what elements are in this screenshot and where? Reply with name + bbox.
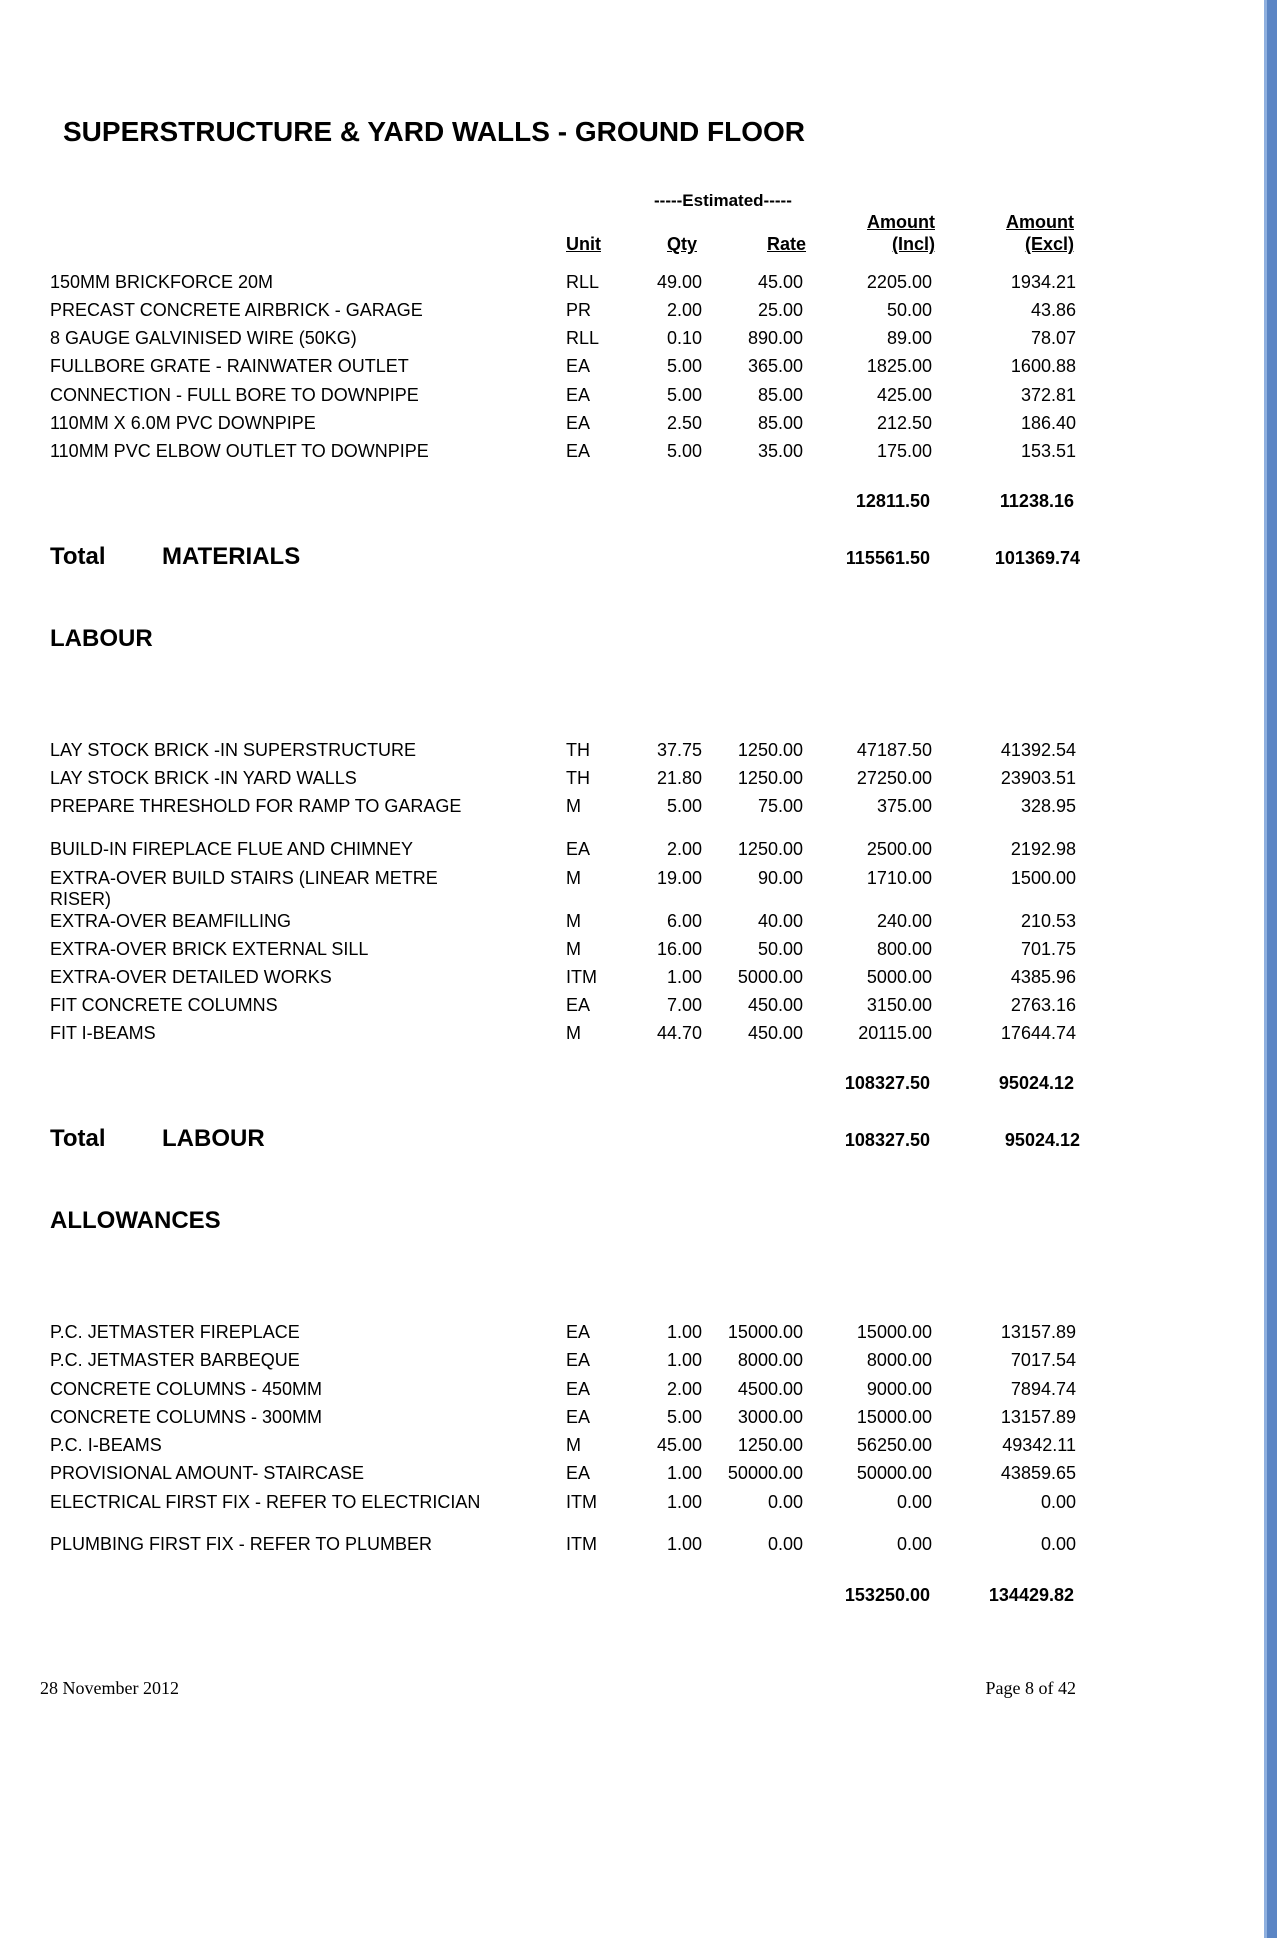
row-amount-incl: 5000.00	[866, 967, 932, 987]
row-amount-excl: 372.81	[1020, 385, 1076, 405]
row-qty: 2.00	[666, 300, 702, 320]
materials-total-label: Total	[50, 543, 106, 570]
labour-subtotal-excl: 95024.12	[998, 1073, 1074, 1093]
row-unit: EA	[566, 385, 591, 405]
row-rate: 890.00	[747, 328, 803, 348]
row-amount-excl: 23903.51	[1000, 768, 1076, 788]
row-rate: 4500.00	[737, 1379, 803, 1399]
row-description: EXTRA-OVER BRICK EXTERNAL SILL	[50, 939, 369, 959]
table-row	[0, 356, 1100, 380]
row-rate: 40.00	[757, 911, 803, 931]
row-rate: 25.00	[757, 300, 803, 320]
row-qty: 44.70	[656, 1023, 702, 1043]
row-rate: 0.00	[767, 1492, 803, 1512]
row-qty: 0.10	[666, 328, 702, 348]
labour-total-name: LABOUR	[162, 1125, 265, 1152]
row-rate: 0.00	[767, 1534, 803, 1554]
row-amount-excl: 13157.89	[1000, 1407, 1076, 1427]
row-qty: 5.00	[666, 356, 702, 376]
row-qty: 5.00	[666, 1407, 702, 1427]
row-amount-incl: 1825.00	[866, 356, 932, 376]
row-amount-incl: 375.00	[876, 796, 932, 816]
row-amount-incl: 800.00	[876, 939, 932, 959]
row-qty: 45.00	[656, 1435, 702, 1455]
row-unit: EA	[566, 839, 591, 859]
row-amount-excl: 49342.11	[1002, 1435, 1076, 1455]
col-header-amount-excl: Amount	[1006, 212, 1074, 232]
row-amount-incl: 15000.00	[856, 1407, 932, 1427]
row-rate: 1250.00	[737, 768, 803, 788]
row-description: EXTRA-OVER BEAMFILLING	[50, 911, 292, 931]
page-title: SUPERSTRUCTURE & YARD WALLS - GROUND FLOOR	[63, 116, 806, 147]
table-row	[0, 1534, 1100, 1558]
row-amount-incl: 9000.00	[866, 1379, 932, 1399]
row-amount-excl: 1600.88	[1010, 356, 1076, 376]
row-amount-excl: 153.51	[1020, 441, 1076, 461]
row-amount-incl: 3150.00	[866, 995, 932, 1015]
materials-total-name: MATERIALS	[162, 543, 301, 570]
table-row	[0, 1407, 1100, 1431]
row-qty: 49.00	[656, 272, 702, 292]
row-rate: 90.00	[757, 868, 803, 888]
row-amount-excl: 1934.21	[1010, 272, 1076, 292]
row-rate: 450.00	[747, 1023, 803, 1043]
row-qty: 2.50	[666, 413, 702, 433]
row-unit: M	[566, 796, 581, 816]
row-unit: ITM	[566, 967, 597, 987]
row-amount-incl: 240.00	[876, 911, 932, 931]
row-description: PLUMBING FIRST FIX - REFER TO PLUMBER	[50, 1534, 433, 1554]
row-description: P.C. JETMASTER BARBEQUE	[50, 1350, 300, 1370]
row-amount-excl: 0.00	[1040, 1492, 1076, 1512]
labour-heading: LABOUR	[50, 625, 153, 652]
row-qty: 1.00	[666, 1322, 702, 1342]
row-qty: 1.00	[666, 1492, 702, 1512]
table-row	[0, 796, 1100, 820]
row-description: EXTRA-OVER BUILD STAIRS (LINEAR METRE RISER)	[50, 868, 438, 909]
row-amount-excl: 328.95	[1020, 796, 1076, 816]
row-unit: RLL	[566, 272, 600, 292]
row-rate: 85.00	[757, 385, 803, 405]
materials-subtotal-excl: 11238.16	[999, 491, 1074, 511]
row-amount-excl: 17644.74	[1000, 1023, 1076, 1043]
row-rate: 450.00	[747, 995, 803, 1015]
row-description: PREPARE THRESHOLD FOR RAMP TO GARAGE	[50, 796, 462, 816]
row-description: CONCRETE COLUMNS - 450MM	[50, 1379, 323, 1399]
table-row	[0, 1492, 1100, 1516]
row-qty: 21.80	[656, 768, 702, 788]
row-amount-incl: 175.00	[876, 441, 932, 461]
row-description: CONCRETE COLUMNS - 300MM	[50, 1407, 323, 1427]
table-row	[0, 868, 1100, 909]
table-row	[0, 939, 1100, 963]
row-qty: 1.00	[666, 1463, 702, 1483]
row-amount-incl: 0.00	[896, 1534, 932, 1554]
row-unit: M	[566, 939, 581, 959]
row-qty: 1.00	[666, 1350, 702, 1370]
row-unit: M	[566, 911, 581, 931]
footer-page-number: Page 8 of 42	[985, 1678, 1076, 1698]
row-rate: 50.00	[757, 939, 803, 959]
row-description: FULLBORE GRATE - RAINWATER OUTLET	[50, 356, 409, 376]
row-amount-excl: 2763.16	[1010, 995, 1076, 1015]
row-amount-excl: 41392.54	[1000, 740, 1076, 760]
row-rate: 1250.00	[737, 1435, 803, 1455]
allowances-heading: ALLOWANCES	[50, 1207, 221, 1234]
row-description: 8 GAUGE GALVINISED WIRE (50KG)	[50, 328, 357, 348]
row-qty: 1.00	[666, 967, 702, 987]
row-qty: 1.00	[666, 1534, 702, 1554]
row-unit: PR	[566, 300, 592, 320]
row-rate: 365.00	[747, 356, 803, 376]
row-rate: 45.00	[757, 272, 803, 292]
row-qty: 5.00	[666, 385, 702, 405]
labour-subtotal-incl: 108327.50	[844, 1073, 930, 1093]
row-description: P.C. I-BEAMS	[50, 1435, 162, 1455]
table-row	[0, 385, 1100, 409]
row-rate: 15000.00	[727, 1322, 803, 1342]
labour-total-label: Total	[50, 1125, 106, 1152]
row-qty: 7.00	[666, 995, 702, 1015]
row-description: CONNECTION - FULL BORE TO DOWNPIPE	[50, 385, 419, 405]
row-amount-incl: 50.00	[886, 300, 932, 320]
row-unit: EA	[566, 356, 591, 376]
row-unit: TH	[566, 740, 590, 760]
row-amount-excl: 0.00	[1040, 1534, 1076, 1554]
row-unit: M	[566, 1435, 581, 1455]
row-rate: 50000.00	[727, 1463, 803, 1483]
row-qty: 2.00	[666, 839, 702, 859]
row-amount-excl: 1500.00	[1010, 868, 1076, 888]
table-row	[0, 995, 1100, 1019]
row-amount-incl: 20115.00	[858, 1023, 932, 1043]
col-header-amount-incl: Amount	[867, 212, 935, 232]
row-unit: M	[566, 868, 581, 888]
col-header-excl: (Excl)	[1024, 234, 1074, 254]
row-rate: 5000.00	[737, 967, 803, 987]
materials-total-incl: 115561.50	[845, 548, 930, 568]
table-row	[0, 413, 1100, 437]
col-header-incl: (Incl)	[892, 234, 935, 254]
table-row	[0, 1350, 1100, 1374]
table-row	[0, 740, 1100, 764]
row-amount-excl: 78.07	[1030, 328, 1076, 348]
row-rate: 75.00	[757, 796, 803, 816]
row-amount-incl: 8000.00	[866, 1350, 932, 1370]
row-unit: M	[566, 1023, 581, 1043]
row-amount-incl: 27250.00	[856, 768, 932, 788]
table-row	[0, 911, 1100, 935]
row-description: PROVISIONAL AMOUNT- STAIRCASE	[50, 1463, 365, 1483]
row-amount-incl: 212.50	[876, 413, 932, 433]
table-row	[0, 300, 1100, 324]
row-qty: 5.00	[666, 441, 702, 461]
table-row	[0, 328, 1100, 352]
row-amount-excl: 7017.54	[1010, 1350, 1076, 1370]
row-amount-excl: 4385.96	[1010, 967, 1076, 987]
table-row	[0, 272, 1100, 296]
row-unit: ITM	[566, 1492, 597, 1512]
table-row	[0, 1463, 1100, 1487]
table-row	[0, 1023, 1100, 1047]
footer-date: 28 November 2012	[40, 1678, 179, 1698]
row-amount-incl: 1710.00	[866, 868, 932, 888]
row-amount-excl: 43.86	[1030, 300, 1076, 320]
row-unit: EA	[566, 413, 591, 433]
table-row	[0, 441, 1100, 465]
row-amount-excl: 7894.74	[1010, 1379, 1076, 1399]
materials-subtotal-incl: 12811.50	[855, 491, 930, 511]
row-description: 150MM BRICKFORCE 20M	[50, 272, 274, 292]
table-row	[0, 839, 1100, 863]
row-amount-incl: 425.00	[876, 385, 932, 405]
table-row	[0, 1322, 1100, 1346]
row-description: P.C. JETMASTER FIREPLACE	[50, 1322, 300, 1342]
row-unit: TH	[566, 768, 590, 788]
row-rate: 35.00	[757, 441, 803, 461]
row-qty: 19.00	[656, 868, 702, 888]
col-header-qty: Qty	[667, 234, 698, 254]
row-description: 110MM PVC ELBOW OUTLET TO DOWNPIPE	[50, 441, 429, 461]
labour-total-incl: 108327.50	[844, 1130, 930, 1150]
estimated-header: -----Estimated-----	[654, 191, 792, 210]
row-amount-excl: 2192.98	[1010, 839, 1076, 859]
row-amount-incl: 50000.00	[856, 1463, 932, 1483]
row-description: LAY STOCK BRICK -IN YARD WALLS	[50, 768, 357, 788]
row-description: EXTRA-OVER DETAILED WORKS	[50, 967, 332, 987]
row-rate: 8000.00	[737, 1350, 803, 1370]
row-unit: EA	[566, 1463, 591, 1483]
materials-total-excl: 101369.74	[994, 548, 1080, 568]
table-row	[0, 1379, 1100, 1403]
row-rate: 3000.00	[737, 1407, 803, 1427]
row-qty: 2.00	[666, 1379, 702, 1399]
page-edge-bar	[1264, 0, 1277, 1938]
row-unit: EA	[566, 1407, 591, 1427]
row-unit: EA	[566, 1322, 591, 1342]
row-description: LAY STOCK BRICK -IN SUPERSTRUCTURE	[50, 740, 417, 760]
table-row	[0, 768, 1100, 792]
row-amount-incl: 47187.50	[856, 740, 932, 760]
row-amount-excl: 13157.89	[1000, 1322, 1076, 1342]
row-unit: EA	[566, 1350, 591, 1370]
row-unit: EA	[566, 441, 591, 461]
row-qty: 37.75	[656, 740, 702, 760]
row-rate: 1250.00	[737, 740, 803, 760]
row-amount-excl: 43859.65	[1000, 1463, 1076, 1483]
table-row	[0, 1435, 1100, 1459]
page-edge-bar-highlight	[1264, 0, 1267, 1938]
allowances-subtotal-excl: 134429.82	[988, 1585, 1074, 1605]
table-row	[0, 967, 1100, 991]
row-description: BUILD-IN FIREPLACE FLUE AND CHIMNEY	[50, 839, 414, 859]
row-description: FIT I-BEAMS	[50, 1023, 156, 1043]
row-amount-incl: 89.00	[886, 328, 932, 348]
row-amount-excl: 701.75	[1020, 939, 1076, 959]
row-qty: 5.00	[666, 796, 702, 816]
row-description: FIT CONCRETE COLUMNS	[50, 995, 278, 1015]
row-rate: 1250.00	[737, 839, 803, 859]
row-description: PRECAST CONCRETE AIRBRICK - GARAGE	[50, 300, 423, 320]
row-unit: ITM	[566, 1534, 597, 1554]
row-amount-incl: 56250.00	[856, 1435, 932, 1455]
row-unit: EA	[566, 1379, 591, 1399]
allowances-subtotal-incl: 153250.00	[844, 1585, 930, 1605]
col-header-rate: Rate	[767, 234, 807, 254]
row-amount-incl: 2500.00	[866, 839, 932, 859]
row-qty: 6.00	[666, 911, 702, 931]
row-description: 110MM X 6.0M PVC DOWNPIPE	[50, 413, 316, 433]
row-amount-excl: 186.40	[1020, 413, 1076, 433]
col-header-unit: Unit	[566, 234, 601, 254]
row-qty: 16.00	[656, 939, 702, 959]
row-amount-incl: 15000.00	[856, 1322, 932, 1342]
row-amount-excl: 210.53	[1020, 911, 1076, 931]
labour-total-excl: 95024.12	[1004, 1130, 1080, 1150]
row-unit: RLL	[566, 328, 600, 348]
row-rate: 85.00	[757, 413, 803, 433]
row-amount-incl: 0.00	[896, 1492, 932, 1512]
row-amount-incl: 2205.00	[866, 272, 932, 292]
row-unit: EA	[566, 995, 591, 1015]
row-description: ELECTRICAL FIRST FIX - REFER TO ELECTRICIAN	[50, 1492, 481, 1512]
